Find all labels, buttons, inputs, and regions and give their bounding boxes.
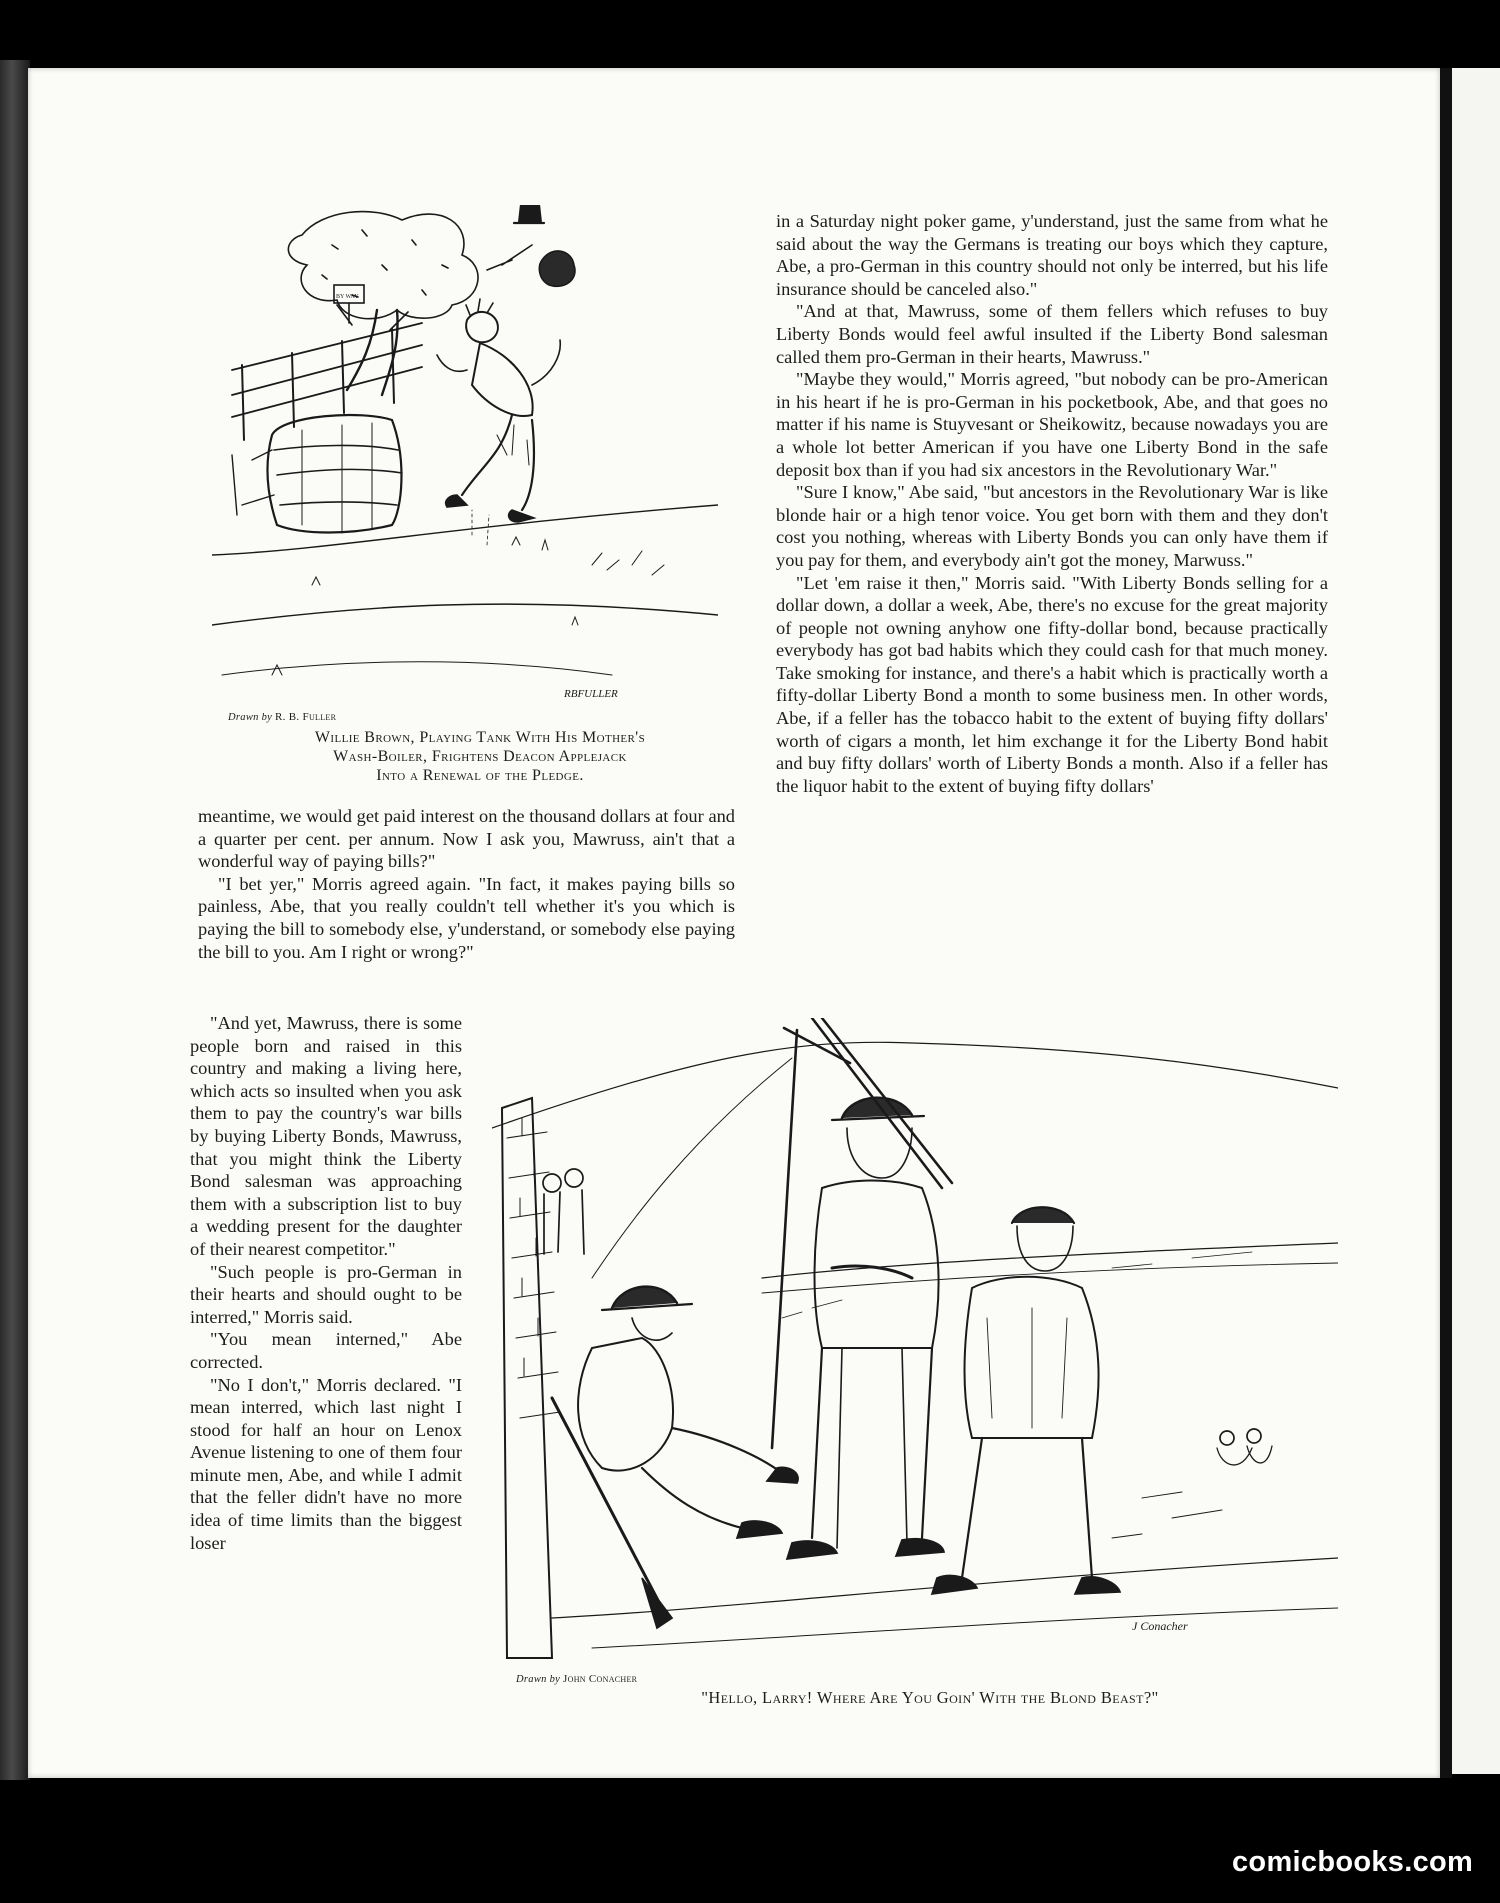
- caption-line-1: Willie Brown, Playing Tank With His Mother's: [314, 729, 646, 746]
- illustration-willie-brown: [212, 205, 718, 715]
- paragraph: "No I don't," Morris declared. "I mean interred, which last night I stood for half an hour on Lenox Avenue listening to one of them four minute men, Abe, and while I admit that the feller didn't have no more idea of time limits than the biggest loser: [190, 1374, 462, 1553]
- paragraph: "And at that, Mawruss, some of them fellers which refuses to buy Liberty Bonds would feel awful insulted if the Liberty Bond salesman called them pro-German in their hearts, Mawruss.": [776, 301, 1328, 367]
- paragraph: "Such people is pro-German in their hearts and should ought to be interred," Morris said.: [190, 1261, 462, 1327]
- conacher-drawing: [492, 1018, 1338, 1668]
- credit-name: John Conacher: [563, 1673, 638, 1685]
- paragraph: "Sure I know," Abe said, "but ancestors in the Revolutionary War is like blonde hair or a high tenor voice. You get born with them and they don't cost you nothing, whereas with Liberty Bonds you can only have them if you pay for them, and everybody ain't got the money, Marwuss.": [776, 482, 1328, 570]
- paragraph: in a Saturday night poker game, y'understand, just the same from what he said about the way the Germans is treating our boys which they capture, Abe, a pro-German in this country should not only be interred, but his life insurance should be canceled also.": [776, 211, 1328, 299]
- paragraph: "And yet, Mawruss, there is some people born and raised in this country and making a living here, which acts so insulted when you ask them to pay the country's war bills by buying Liberty Bonds, Mawruss, that you might think the Liberty Bond salesman was approaching them with a subscription list to buy a wedding present for the daughter of their nearest competitor.": [190, 1013, 462, 1259]
- article-right-column: [776, 210, 1328, 797]
- paragraph: "Let 'em raise it then," Morris said. "With Liberty Bonds selling for a dollar down, a dollar a week, Abe, there's no excuse for the great majority of people not owning anyhow one fifty-dollar bond, because practically everybody has got bad habits which they could cash for that much money. Take smoking for instance, and there's a habit which is practically worth a fifty-dollar Liberty Bond a month to some business men. In other words, Abe, if a feller has the tobacco habit to the extent of buying fifty dollars' worth of cigars a month, let him exchange it for the Liberty Bond habit and buy fifty dollars' worth of Liberty Bonds a month. Also if a feller has the liquor habit to the extent of buying fifty dollars': [776, 572, 1328, 796]
- site-watermark: comicbooks.com: [1232, 1846, 1474, 1878]
- binding-edge: [0, 60, 30, 1780]
- article-middle-column: [198, 805, 735, 963]
- paragraph: "You mean interned," Abe corrected.: [190, 1329, 462, 1372]
- paragraph: "Maybe they would," Morris agreed, "but nobody can be pro-American in his heart if he is pro-German in his pocketbook, Abe, and that goes no matter if his name is Stuyvesant or Sheikowitz, because nowadays you are a whole lot better American if you have one Liberty Bond in the safe deposit box than if you had six ancestors in the Revolutionary War.": [776, 369, 1328, 480]
- illustration-soldiers: [492, 1018, 1338, 1668]
- fuller-caption: [210, 728, 750, 785]
- fuller-signature: RBFULLER: [564, 688, 618, 700]
- credit-prefix: Drawn by: [516, 1674, 561, 1685]
- conacher-caption: "Hello, Larry! Where Are You Goin' With the Blond Beast?": [701, 1688, 1159, 1707]
- credit-prefix: Drawn by: [228, 712, 273, 723]
- article-narrow-column: [190, 1012, 462, 1554]
- page-gutter: [1440, 68, 1452, 1778]
- fence-sign-text: BY WAY: [336, 294, 359, 300]
- fuller-drawing: [212, 205, 718, 715]
- facing-page-edge: [1452, 68, 1500, 1774]
- fuller-credit: [228, 711, 336, 723]
- conacher-credit: [516, 1673, 637, 1685]
- caption-line-3: Into a Renewal of the Pledge.: [376, 767, 584, 784]
- paragraph: "I bet yer," Morris agreed again. "In fact, it makes paying bills so painless, Abe, that you really couldn't tell whether it's you which is paying the bill to somebody else, y'understand, or somebody else paying the bill to you. Am I right or wrong?": [198, 873, 735, 962]
- paragraph: meantime, we would get paid interest on the thousand dollars at four and a quarter per cent. per annum. Now I ask you, Mawruss, ain't that a wonderful way of paying bills?": [198, 806, 735, 872]
- credit-name: R. B. Fuller: [275, 711, 337, 723]
- caption-line-2: Wash-Boiler, Frightens Deacon Applejack: [333, 748, 627, 765]
- conacher-signature: J Conacher: [1132, 1619, 1188, 1633]
